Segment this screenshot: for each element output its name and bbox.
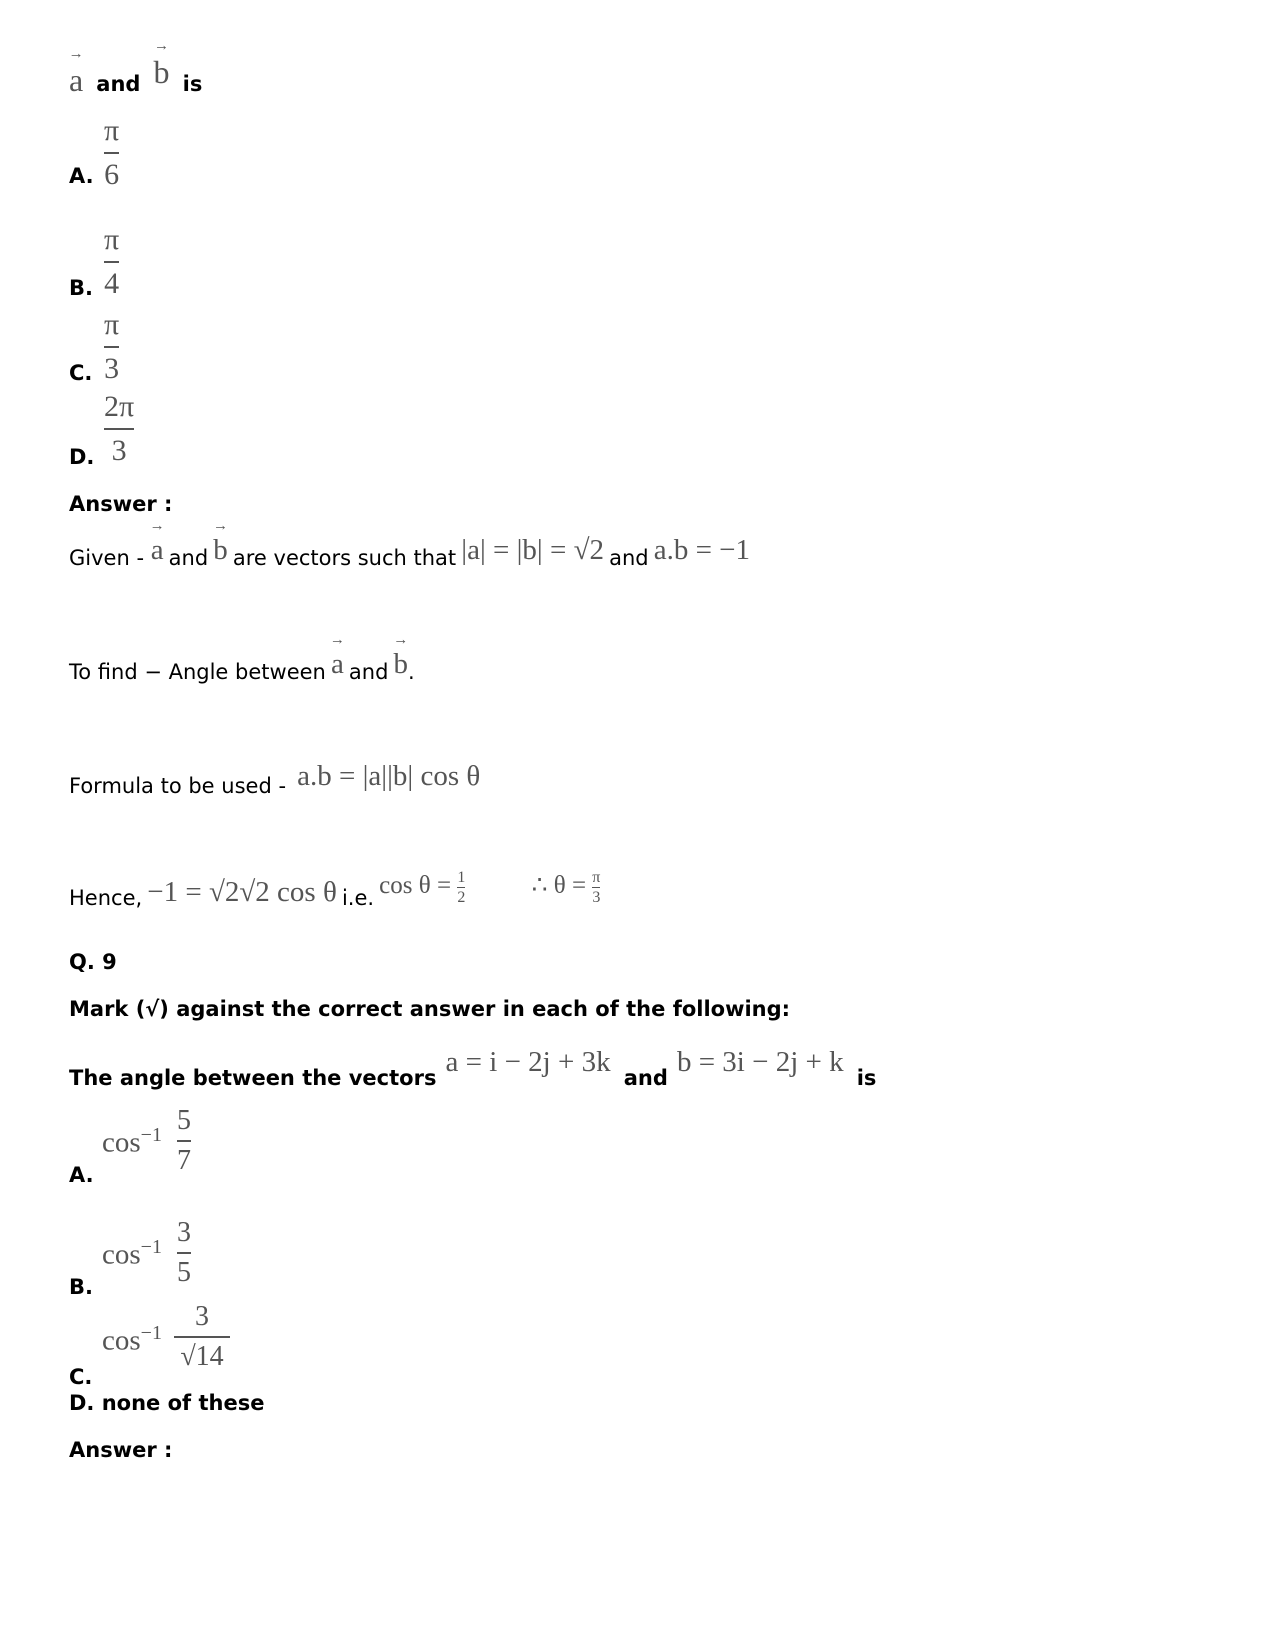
q9-option-c-expression: $\cos^{-1}$ [102, 1322, 162, 1357]
formula-prefix: Formula to be used - [69, 774, 287, 798]
q8-stem-tail [68, 38, 203, 99]
pi-over-three: $\frac{\pi}{3}$ [592, 868, 601, 906]
q8-option-c-fraction: π 3 [104, 308, 120, 385]
q8-option-b-fraction: π 4 [104, 223, 120, 300]
q9-option-d [69, 1391, 264, 1415]
ie-text: i.e. [341, 886, 375, 910]
q9-instruction: Mark (√) against the correct answer in each of the following: [69, 997, 791, 1021]
q8-and: and [96, 72, 141, 96]
q9-option-c-fraction: 3 √14 [174, 1302, 230, 1372]
q9-option-c-label: C. [69, 1365, 93, 1389]
vector-a: → a [68, 46, 84, 98]
formula-equation: a.b = |a||b| cos θ [297, 760, 481, 792]
vector-b: → b [393, 632, 409, 680]
tofind-line [69, 632, 415, 687]
formula-line [69, 760, 481, 801]
hence-line [69, 868, 601, 918]
q8-option-b-label: B. [69, 276, 93, 300]
q9-option-a-expression: $\cos^{-1}$ [102, 1124, 162, 1159]
half-fraction: $\frac{1}{2}$ [457, 868, 466, 906]
q9-option-b-expression: $\cos^{-1}$ [102, 1236, 162, 1271]
vector-a-expression: a = i − 2j + 3k [445, 1046, 611, 1078]
given-line [69, 518, 751, 573]
q9-option-a-label: A. [69, 1163, 94, 1187]
given-and: and [609, 546, 649, 570]
vector-b: → b [153, 38, 170, 90]
given-prefix: Given - [69, 546, 151, 570]
q9-answer-heading: Answer : [69, 1438, 173, 1462]
q8-option-d-fraction: 2π 3 [104, 390, 135, 467]
q9-stem-prefix: The angle between the vectors [69, 1066, 437, 1090]
vector-b-expression: b = 3i − 2j + k [676, 1046, 844, 1078]
q9-option-b-fraction: 3 5 [177, 1217, 191, 1288]
q9-option-a-fraction: 5 7 [177, 1105, 191, 1176]
hence-equation: −1 = √2√2 cos θ [147, 876, 337, 908]
q8-answer-heading: Answer : [69, 492, 173, 516]
q8-option-a-label: A. [69, 164, 94, 188]
q9-number: Q. 9 [69, 950, 117, 974]
hence-prefix: Hence, [69, 886, 143, 910]
tofind-and: and [348, 660, 389, 684]
q9-option-d-text: none of these [101, 1391, 265, 1415]
vector-b: → b [213, 518, 229, 566]
q9-option-b-label: B. [69, 1275, 93, 1299]
q9-stem-and: and [623, 1066, 668, 1090]
vector-a: → a [329, 632, 345, 680]
period: . [408, 660, 415, 684]
q8-option-a-fraction: π 6 [104, 114, 120, 191]
q8-option-c-label: C. [69, 361, 93, 385]
vector-a: → a [149, 518, 165, 566]
given-mid-text: are vectors such that [232, 546, 457, 570]
given-modulus-equation: |a| = |b| = √2 [461, 534, 604, 566]
q9-stem-is: is [856, 1066, 877, 1090]
q9-stem [69, 1046, 877, 1093]
q8-option-d-label: D. [69, 445, 95, 469]
cos-theta-equation: cos θ = $\frac{1}{2}$ [379, 868, 466, 906]
given-dot-product: a.b = −1 [653, 534, 751, 566]
q9-option-d-label: D. [69, 1391, 95, 1415]
tofind-prefix: To find − Angle between [69, 660, 326, 684]
q8-is: is [182, 72, 203, 96]
given-and: and [168, 546, 209, 570]
theta-result: ∴ θ = $\frac{\pi}{3}$ [531, 868, 601, 906]
